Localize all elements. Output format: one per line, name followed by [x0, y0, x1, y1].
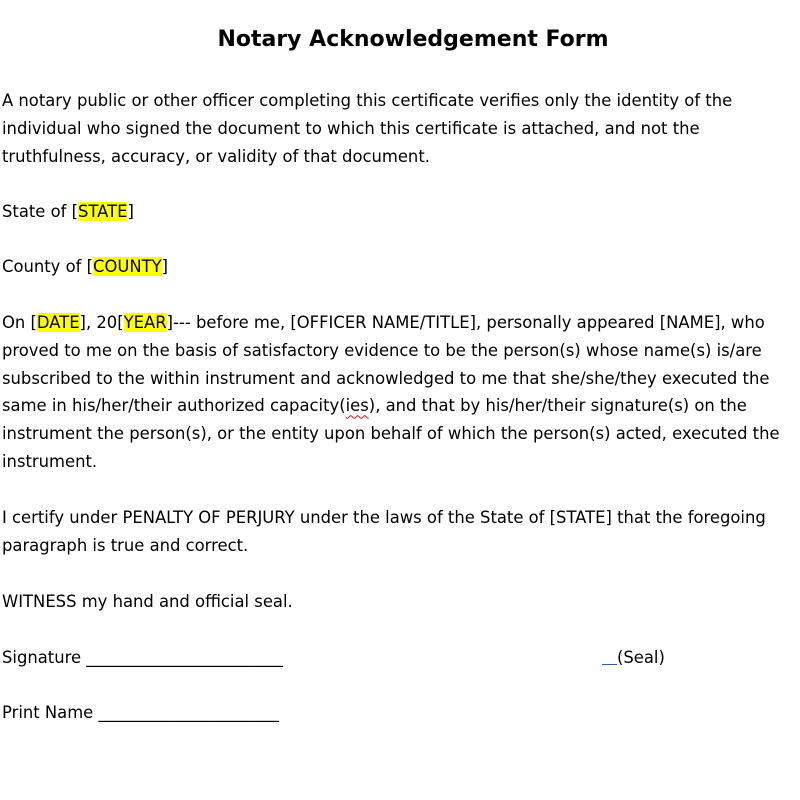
ack-line: instrument. — [2, 451, 98, 471]
witness-line — [2, 588, 293, 616]
county-prefix: County of [ — [2, 257, 93, 276]
certify-line: paragraph is true and correct. — [2, 535, 249, 555]
seal-label: (Seal) — [617, 648, 665, 667]
intro-line: truthfulness, accuracy, or validity of that document. — [2, 146, 430, 166]
seal-area — [602, 644, 665, 672]
date-placeholder[interactable]: DATE — [36, 313, 80, 332]
signature-field[interactable]: Signature ________________________ — [2, 648, 283, 667]
county-suffix: ] — [161, 257, 169, 276]
ack-text: On [ — [2, 313, 37, 332]
county-placeholder[interactable]: COUNTY — [93, 257, 162, 276]
ack-line: subscribed to the within instrument and acknowledged to me that she/she/they executed the — [2, 368, 770, 388]
print-name-field[interactable]: Print Name ______________________ — [2, 703, 279, 722]
intro-line: A notary public or other officer completing this certificate verifies only the identity of the — [2, 91, 733, 110]
certify-line: I certify under PENALTY OF PERJURY under the laws of the State of [STATE] that the foregoing — [2, 508, 766, 527]
certify-paragraph — [2, 504, 766, 560]
acknowledgement-paragraph — [2, 309, 780, 476]
document-title: Notary Acknowledgement Form — [217, 27, 609, 52]
state-prefix: State of [ — [2, 202, 78, 221]
witness-text: WITNESS my hand and official seal. — [2, 592, 293, 611]
print-name-line — [2, 699, 279, 727]
ack-text: same in his/her/their authorized capacity( — [2, 396, 346, 416]
ack-text: ]--- before me, [OFFICER NAME/TITLE], personally appeared [NAME], who — [166, 313, 765, 332]
state-placeholder[interactable]: STATE — [78, 202, 128, 221]
signature-line — [2, 644, 283, 672]
ack-line: proved to me on the basis of satisfactory evidence to be the person(s) whose name(s) is/are — [2, 340, 762, 360]
intro-line: individual who signed the document to which this certificate is attached, and not the — [2, 118, 700, 138]
ack-text: ], 20[ — [79, 313, 124, 332]
state-suffix: ] — [127, 202, 134, 221]
ack-text: ), and that by his/her/their signature(s) on the — [368, 396, 747, 416]
spellcheck-word[interactable]: ies — [345, 396, 369, 416]
year-placeholder[interactable]: YEAR — [123, 313, 167, 332]
county-line — [2, 253, 168, 281]
seal-blank[interactable] — [602, 646, 617, 665]
ack-line: instrument the person(s), or the entity upon behalf of which the person(s) acted, executed the — [2, 424, 780, 444]
intro-paragraph — [2, 87, 732, 170]
state-line — [2, 198, 134, 226]
